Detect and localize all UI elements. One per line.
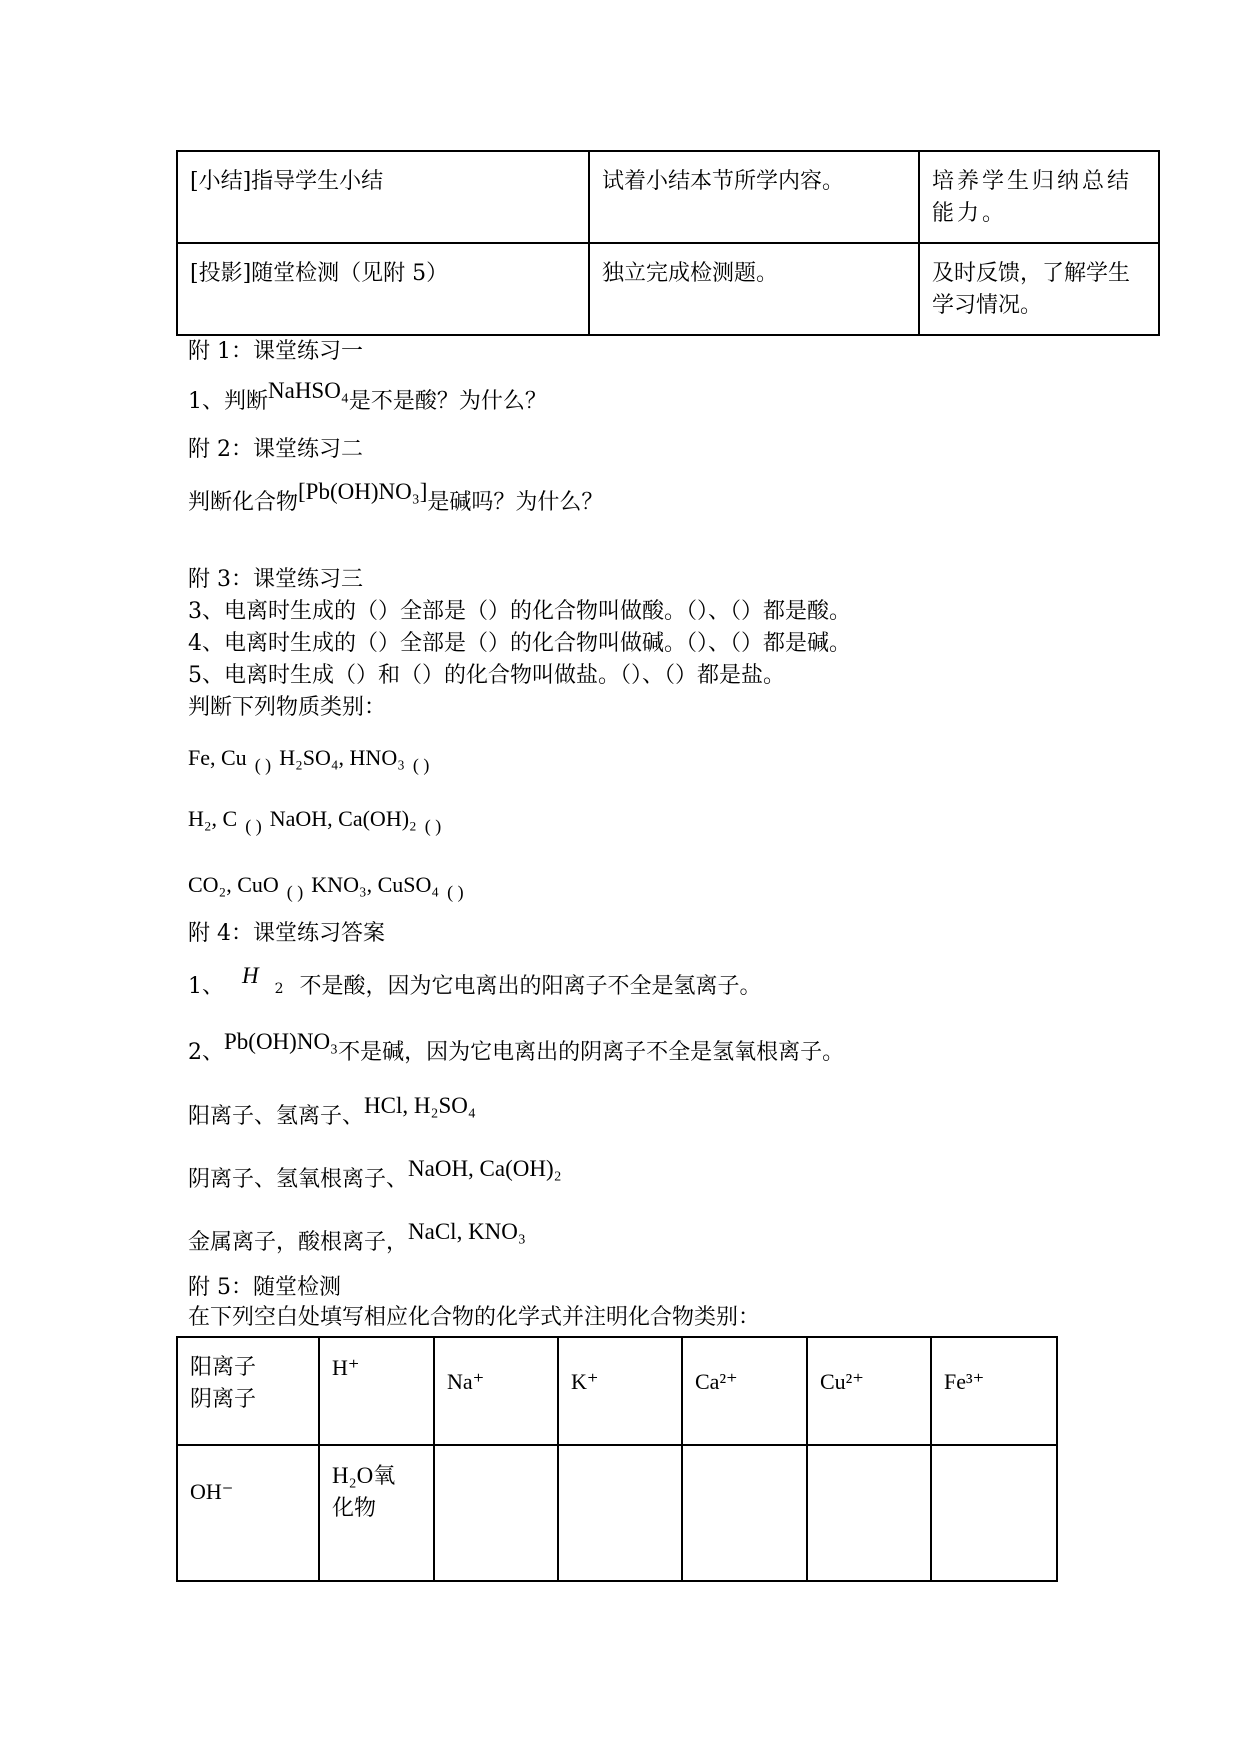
question-5: 5、电离时生成（）和（）的化合物叫做盐。（）、（）都是盐。 bbox=[188, 663, 785, 688]
answer-1 bbox=[188, 963, 762, 1005]
answer-blank: ( ) bbox=[424, 816, 442, 836]
formula: H bbox=[242, 963, 259, 988]
answer-blank: ( ) bbox=[286, 882, 304, 902]
table-row bbox=[177, 1337, 1057, 1445]
compound-type: 氧 bbox=[373, 1464, 396, 1489]
table-cell: 独立完成检测题。 bbox=[589, 243, 919, 335]
appendix5-heading: 附 5：随堂检测 bbox=[188, 1275, 341, 1300]
classify-row bbox=[188, 803, 449, 836]
answer-cell[interactable] bbox=[807, 1445, 931, 1581]
answer-cell[interactable] bbox=[434, 1445, 558, 1581]
formula: [Pb(OH)NO₃] bbox=[298, 479, 428, 504]
answer-blank: ( ) bbox=[254, 755, 272, 775]
appendix5-instruction: 在下列空白处填写相应化合物的化学式并注明化合物类别： bbox=[188, 1305, 761, 1330]
corner-header-cell bbox=[177, 1337, 319, 1445]
answer-text: 金属离子，酸根离子， bbox=[188, 1230, 409, 1255]
answer-text: 不是酸，因为它电离出的阳离子不全是氢离子。 bbox=[299, 974, 762, 999]
answer-2 bbox=[188, 1029, 845, 1069]
cation-header: H⁺ bbox=[319, 1337, 434, 1445]
substance-group: CO₂, CuO bbox=[188, 872, 279, 897]
cation-header: Na⁺ bbox=[434, 1337, 558, 1445]
appendix3-heading: 附 3：课堂练习三 bbox=[188, 567, 363, 592]
answer-blank: ( ) bbox=[447, 882, 464, 902]
answer-5 bbox=[188, 1219, 526, 1259]
question-suffix: 是不是酸？为什么？ bbox=[348, 389, 547, 414]
classify-row bbox=[188, 869, 472, 902]
classify-row bbox=[188, 742, 437, 775]
formula-subscript: 2 bbox=[274, 981, 284, 997]
formula: NaHSO₄ bbox=[268, 378, 349, 403]
table-row bbox=[177, 243, 1159, 335]
formula: Pb(OH)NO₃ bbox=[224, 1029, 339, 1054]
question-3: 3、电离时生成的（）全部是（）的化合物叫做酸。（）、（）都是酸。 bbox=[188, 599, 851, 624]
table-cell: [小结]指导学生小结 bbox=[177, 151, 589, 243]
answer-prefix: 1、 bbox=[188, 974, 224, 999]
substance-group: H₂SO₄, HNO₃ bbox=[279, 745, 405, 770]
answer-prefix: 2、 bbox=[188, 1040, 224, 1065]
cation-header: Cu²⁺ bbox=[807, 1337, 931, 1445]
answer-text: 阳离子、氢离子、 bbox=[188, 1104, 365, 1129]
lesson-summary-table bbox=[176, 150, 1160, 336]
cation-label: 阳离子 bbox=[190, 1355, 257, 1380]
cation-header: Fe³⁺ bbox=[931, 1337, 1057, 1445]
table-row bbox=[177, 1445, 1057, 1581]
table-cell: 试着小结本节所学内容。 bbox=[589, 151, 919, 243]
appendix2-question bbox=[188, 479, 604, 519]
substance-group: H₂, C bbox=[188, 806, 238, 831]
appendix1-question bbox=[188, 378, 547, 418]
substance-group: Fe, Cu bbox=[188, 745, 247, 770]
question-prefix: 1、判断 bbox=[188, 389, 268, 414]
question-4: 4、电离时生成的（）全部是（）的化合物叫做碱。（）、（）都是碱。 bbox=[188, 631, 851, 656]
formula: NaOH, Ca(OH)₂ bbox=[408, 1156, 562, 1181]
question-suffix: 是碱吗？为什么？ bbox=[427, 490, 604, 515]
answer-blank: ( ) bbox=[245, 816, 262, 836]
table-cell: 培养学生归纳总结能力。 bbox=[919, 151, 1159, 243]
anion-header: OH⁻ bbox=[177, 1445, 319, 1581]
substance-group: KNO₃, CuSO₄ bbox=[311, 872, 440, 897]
answer-text: 不是碱，因为它电离出的阴离子不全是氢氧根离子。 bbox=[338, 1040, 845, 1065]
answer-3 bbox=[188, 1093, 476, 1133]
question-prefix: 判断化合物 bbox=[188, 490, 299, 515]
table-cell: [投影]随堂检测（见附 5） bbox=[177, 243, 589, 335]
answer-cell bbox=[319, 1445, 434, 1581]
appendix4-heading: 附 4：课堂练习答案 bbox=[188, 921, 385, 946]
answer-blank: ( ) bbox=[412, 755, 430, 775]
appendix1-heading: 附 1：课堂练习一 bbox=[188, 339, 363, 364]
formula: NaCl, KNO₃ bbox=[408, 1219, 526, 1244]
compound-type: 化物 bbox=[332, 1496, 377, 1521]
anion-label: 阴离子 bbox=[190, 1387, 257, 1412]
ion-compound-table bbox=[176, 1336, 1058, 1582]
answer-cell[interactable] bbox=[682, 1445, 807, 1581]
answer-4 bbox=[188, 1156, 562, 1196]
formula: H₂O bbox=[332, 1463, 374, 1488]
answer-text: 阴离子、氢氧根离子、 bbox=[188, 1167, 409, 1192]
cation-header: Ca²⁺ bbox=[682, 1337, 807, 1445]
table-row bbox=[177, 151, 1159, 243]
answer-cell[interactable] bbox=[931, 1445, 1057, 1581]
answer-cell[interactable] bbox=[558, 1445, 682, 1581]
table-cell: 及时反馈，了解学生学习情况。 bbox=[919, 243, 1159, 335]
formula: HCl, H₂SO₄ bbox=[364, 1093, 476, 1118]
substance-group: NaOH, Ca(OH)₂ bbox=[269, 806, 417, 831]
cation-header: K⁺ bbox=[558, 1337, 682, 1445]
appendix2-heading: 附 2：课堂练习二 bbox=[188, 437, 363, 462]
classify-heading: 判断下列物质类别： bbox=[188, 695, 387, 720]
